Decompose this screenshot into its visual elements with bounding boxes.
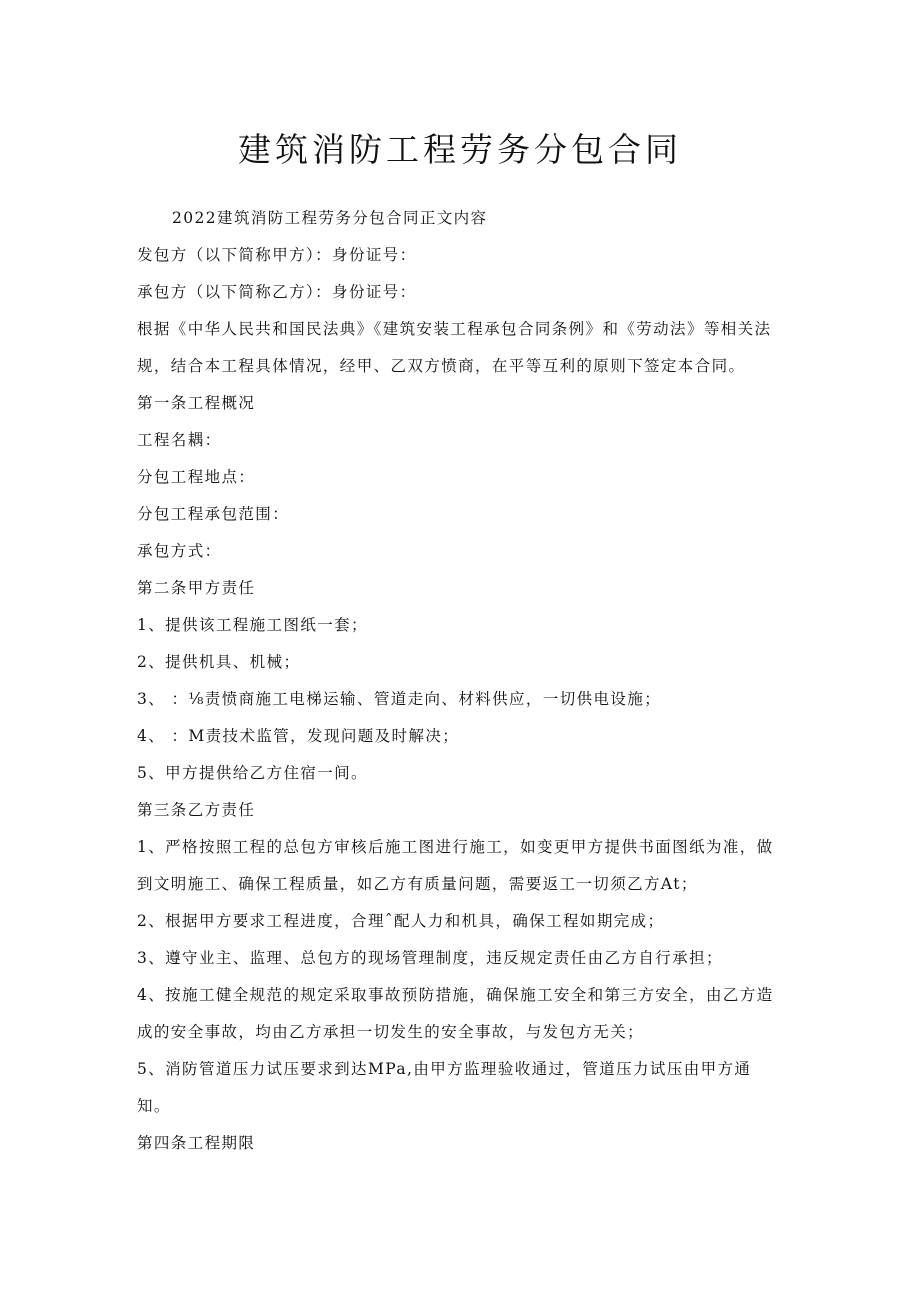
- preamble-line-2: 规，结合本工程具体情况，经甲、乙双方愤商，在平等互利的原则下签定本合同。: [137, 357, 746, 375]
- project-name-line: 工程名耦：: [137, 431, 222, 449]
- party-b-duty-1-line-1: 1、严格按照工程的总包方审核后施工图进行施工，如变更甲方提供书面图纸为准，做: [137, 838, 774, 856]
- party-b-duty-1-line-2: 到文明施工、确保工程质量，如乙方有质量问题，需要返工一切须乙方At；: [137, 875, 698, 893]
- party-a-line: 发包方（以下简称甲方）：身份证号：: [137, 246, 417, 264]
- party-a-duty-4: 4、 ：M责技术监管，发现问题及时解决；: [137, 727, 460, 745]
- party-b-duty-5-line-1: 5、消防管道压力试压要求到达MPa,由甲方监理验收通过，管道压力试压由甲方通: [137, 1060, 752, 1078]
- contract-method-line: 承包方式：: [137, 542, 222, 560]
- party-b-duty-5-line-2: 知。: [137, 1097, 171, 1115]
- project-scope-line: 分包工程承包范围：: [137, 505, 290, 523]
- party-b-duty-4-line-2: 成的安全事故，均由乙方承担一切发生的安全事故，与发包方无关；: [137, 1023, 645, 1041]
- document-title: 建筑消防工程劳务分包合同: [238, 130, 682, 169]
- article-3-heading: 第三条乙方责任: [137, 801, 256, 819]
- party-a-duty-2: 2、提供机具、机械；: [137, 653, 301, 671]
- party-a-duty-3: 3、 ：⅛责愤商施工电梯运输、管道走向、材料供应，一切供电设施；: [137, 690, 662, 708]
- party-b-duty-3: 3、遵守业主、监理、总包方的现场管理制度，违反规定责任由乙方自行承担；: [137, 949, 723, 967]
- article-4-heading: 第四条工程期限: [137, 1134, 256, 1152]
- party-b-duty-4-line-1: 4、按施工健全规范的规定采取事故预防措施，确保施工安全和第三方安全，由乙方造: [137, 986, 774, 1004]
- party-a-duty-1: 1、提供该工程施工图纸一套；: [137, 616, 368, 634]
- party-b-line: 承包方（以下简称乙方）：身份证号：: [137, 283, 417, 301]
- party-a-duty-5: 5、甲方提供给乙方住宿一间。: [137, 764, 368, 782]
- party-b-duty-2: 2、根据甲方要求工程进度，合理ˆ配人力和机具，确保工程如期完成；: [137, 912, 665, 930]
- project-location-line: 分包工程地点：: [137, 468, 256, 486]
- article-1-heading: 第一条工程概况: [137, 394, 256, 412]
- preamble-line-1: 根据《中华人民共和国民法典》《建筑安装工程承包合同条例》和《劳动法》等相关法: [137, 320, 772, 338]
- intro-line: 2022建筑消防工程劳务分包合同正文内容: [172, 209, 488, 227]
- article-2-heading: 第二条甲方责任: [137, 579, 256, 597]
